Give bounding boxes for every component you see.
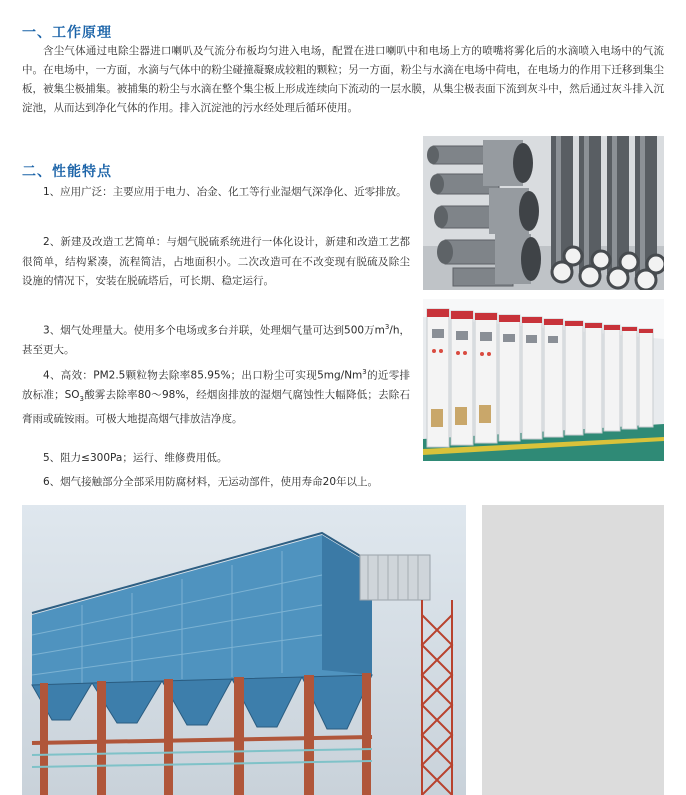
precipitator-structure-photo — [22, 505, 466, 795]
image-placeholder-panel — [482, 505, 664, 795]
feature-item-4 — [22, 363, 410, 429]
feature-item-5: 5、阻力≤300Pa；运行、维修费用低。 — [43, 452, 228, 464]
feature-item-3 — [22, 318, 410, 361]
working-principle-text: 含尘气体通过电除尘器进口喇叭及气流分布板均匀进入电场，配置在进口喇叭中和电场上方的喷嘴将雾化后的水滴喷入电场中的气流中。在电场中，一方面，水滴与气体中的粉尘碰撞凝聚成较粗的颗粒；另一方面，粉尘与水滴在电场中荷电，在电场力的作用下迁移到集尘板，被集尘极捕集。被捕集的粉尘与水滴在整个集尘板上形成连续向下流动的一层水膜，从集尘极表面下流到灰斗中，然后通过灰斗排入沉淀池，从而达到净化气体的作用。排入沉淀池的污水经处理后循环使用。 — [22, 45, 664, 114]
pipes-photo — [423, 136, 664, 290]
feature-item-4-subscript: 3 — [79, 395, 84, 404]
section-title-working-principle: 一、工作原理 — [22, 25, 112, 41]
feature-item-6: 6、烟气接触部分全部采用防腐材料，无运动部件，使用寿命20年以上。 — [43, 476, 379, 488]
feature-item-4-text: 4、高效：PM2.5颗粒物去除率85.95%；出口粉尘可实现5mg/Nm — [43, 369, 363, 382]
control-cabinets-photo — [423, 299, 664, 461]
section-title-features: 二、性能特点 — [22, 164, 112, 180]
feature-item-3-text: 3、烟气处理量大。使用多个电场或多台并联，处理烟气量可达到500万m — [43, 324, 385, 337]
feature-item-2: 2、新建及改造工艺简单：与烟气脱硫系统进行一体化设计，新建和改造工艺都很简单，结构紧凑，流程简洁，占地面积小。二次改造可在不改变现有脱硫及除尘设施的情况下，安装在脱硫塔后，可长期、稳定运行。 — [22, 236, 410, 287]
feature-item-3-tail: /h，甚至更大。 — [22, 324, 410, 356]
feature-item-1: 1、应用广泛：主要应用于电力、冶金、化工等行业湿烟气深净化、近零排放。 — [43, 186, 407, 198]
feature-item-4-tail: 酸雾去除率80～98%，经烟囱排放的湿烟气腐蚀性大幅降低；去除石膏雨或硫铵雨。可极大地提高烟气排放洁净度。 — [22, 389, 410, 425]
feature-item-4-mid: 的近零排放标准；SO — [22, 369, 411, 401]
feature-item-4-superscript: 3 — [362, 368, 367, 376]
feature-item-3-superscript: 3 — [384, 323, 390, 331]
